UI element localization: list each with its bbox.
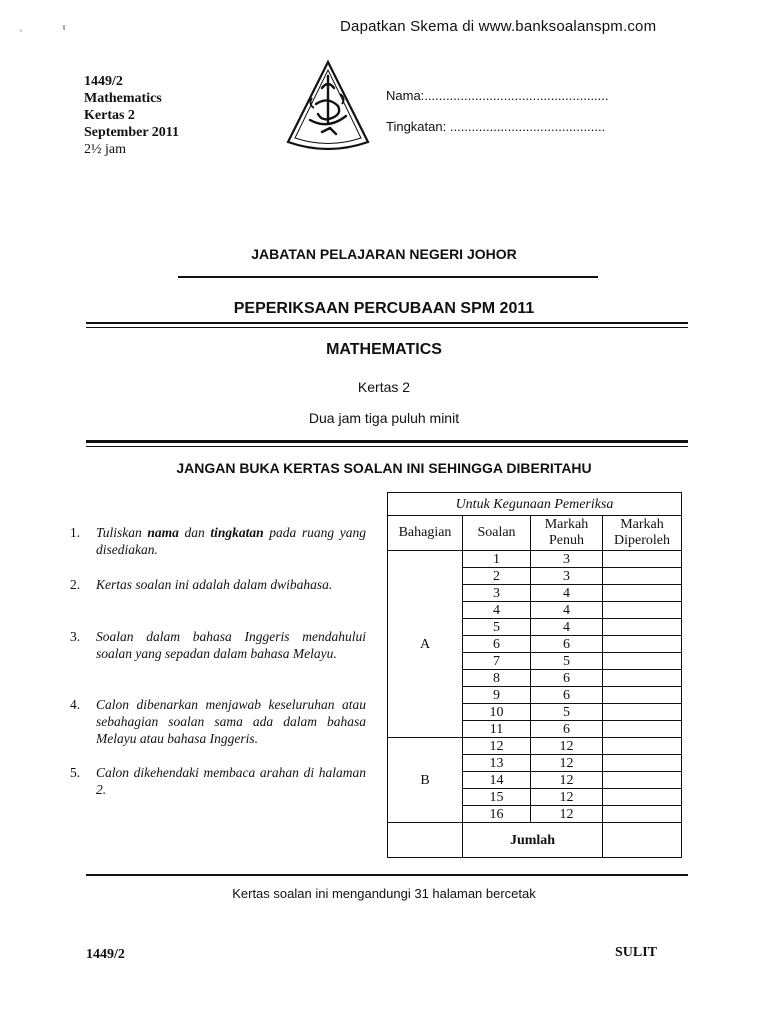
question-number: 12 [463,738,531,755]
question-number: 3 [463,585,531,602]
instruction-item [70,576,366,593]
full-marks: 6 [531,687,603,704]
instruction-item [70,764,366,798]
marks-obtained-cell [603,670,682,687]
section-label: B [388,738,463,823]
footer-classification: SULIT [615,945,658,960]
marks-obtained-cell [603,772,682,789]
form-line: ........................................... [449,119,606,134]
caption-row [388,493,682,516]
header-section: Bahagian [388,516,463,551]
instruction-item [70,628,366,662]
full-marks: 12 [531,738,603,755]
full-marks: 4 [531,602,603,619]
instruction-number: 5. [70,765,81,780]
question-number: 14 [463,772,531,789]
question-number: 8 [463,670,531,687]
marks-obtained-cell [603,721,682,738]
full-marks: 5 [531,653,603,670]
exam-title: PEPERIKSAAN PERCUBAAN SPM 2011 [233,300,535,317]
question-number: 6 [463,636,531,653]
emphasis-form: tingkatan [210,525,264,540]
paper-number-title: Kertas 2 [357,379,411,395]
divider-thin [86,446,688,447]
paper-duration: 2½ jam [84,142,126,157]
paper-number: Kertas 2 [84,108,135,123]
full-marks: 3 [531,551,603,568]
table-row [388,551,682,568]
full-marks: 6 [531,636,603,653]
form-label: Tingkatan: [386,119,447,134]
full-marks: 12 [531,772,603,789]
question-number: 1 [463,551,531,568]
header-row [388,516,682,551]
question-number: 11 [463,721,531,738]
marks-obtained-cell [603,585,682,602]
emphasis-name: nama [147,525,179,540]
marks-obtained-cell [603,551,682,568]
question-number: 2 [463,568,531,585]
question-number: 9 [463,687,531,704]
question-number: 10 [463,704,531,721]
divider-thin [86,327,688,328]
johor-education-crest-icon [282,58,374,154]
question-number: 15 [463,789,531,806]
full-marks: 6 [531,721,603,738]
website-banner: Dapatkan Skema di www.banksoalanspm.com [340,18,657,35]
instruction-number: 1. [70,525,81,540]
page-count-text: Kertas soalan ini mengandungi 31 halaman bercetak [232,886,536,901]
full-marks: 4 [531,619,603,636]
divider [86,874,688,876]
subject-title: MATHEMATICS [326,341,442,358]
instruction-item [70,696,366,747]
examiner-marks-table [387,492,682,858]
marks-obtained-cell [603,636,682,653]
question-number: 13 [463,755,531,772]
instruction-text: Kertas soalan ini adalah dalam dwibahasa. [96,577,333,592]
total-label: Jumlah [463,823,603,858]
marks-obtained-cell [603,806,682,823]
marks-obtained-cell [603,568,682,585]
marks-obtained-cell [603,687,682,704]
divider-thick [86,322,688,324]
section-label: A [388,551,463,738]
divider [178,276,598,278]
instruction-text: Calon dibenarkan menjawab keseluruhan atau sebahagian soalan sama ada dalam bahasa Melayu atau bahasa Inggeris. [96,697,366,746]
marks-obtained-cell [603,704,682,721]
full-marks: 3 [531,568,603,585]
marks-obtained-cell [603,653,682,670]
table-row [388,738,682,755]
instruction-item: 1. Tuliskan nama dan tingkatan pada ruang yang disediakan. [70,525,366,557]
full-marks: 12 [531,755,603,772]
instruction-number: 4. [70,697,81,712]
department-title: JABATAN PELAJARAN NEGERI JOHOR [251,246,517,262]
name-line: ................................................... [424,88,609,103]
instruction-number: 3. [70,629,81,644]
total-marks-cell [603,823,682,858]
full-marks: 5 [531,704,603,721]
paper-date: September 2011 [84,125,180,140]
header-question: Soalan [463,516,531,551]
header-full-marks: Markah Penuh [531,516,603,551]
candidate-form-field [386,119,605,134]
warning-text: JANGAN BUKA KERTAS SOALAN INI SEHINGGA DIBERITAHU [176,460,592,476]
marks-obtained-cell [603,619,682,636]
header-marks-obtained: Markah Diperoleh [603,516,682,551]
full-marks: 6 [531,670,603,687]
total-row [388,823,682,858]
paper-subject: Mathematics [84,91,162,106]
instruction-text: Soalan dalam bahasa Inggeris mendahului soalan yang sepadan dalam bahasa Melayu. [96,629,366,661]
full-marks: 12 [531,806,603,823]
total-empty-cell [388,823,463,858]
paper-info-block [84,73,179,158]
marks-obtained-cell [603,789,682,806]
scan-speck: ‘ [20,28,22,38]
divider-thick [86,440,688,443]
name-label: Nama: [386,88,425,103]
table-caption: Untuk Kegunaan Pemeriksa [388,493,682,516]
full-marks: 12 [531,789,603,806]
marks-obtained-cell [603,602,682,619]
marks-obtained-cell [603,755,682,772]
full-marks: 4 [531,585,603,602]
footer-paper-code: 1449/2 [86,947,125,962]
question-number: 16 [463,806,531,823]
question-number: 4 [463,602,531,619]
duration-text: Dua jam tiga puluh minit [308,410,460,426]
marks-table-body [388,493,682,858]
candidate-name-field [386,88,609,103]
question-number: 5 [463,619,531,636]
scan-speck: ι [63,22,65,32]
question-number: 7 [463,653,531,670]
marks-obtained-cell [603,738,682,755]
paper-code: 1449/2 [84,74,123,89]
instruction-number: 2. [70,577,81,592]
instruction-text: Calon dikehendaki membaca arahan di halaman 2. [96,765,366,797]
